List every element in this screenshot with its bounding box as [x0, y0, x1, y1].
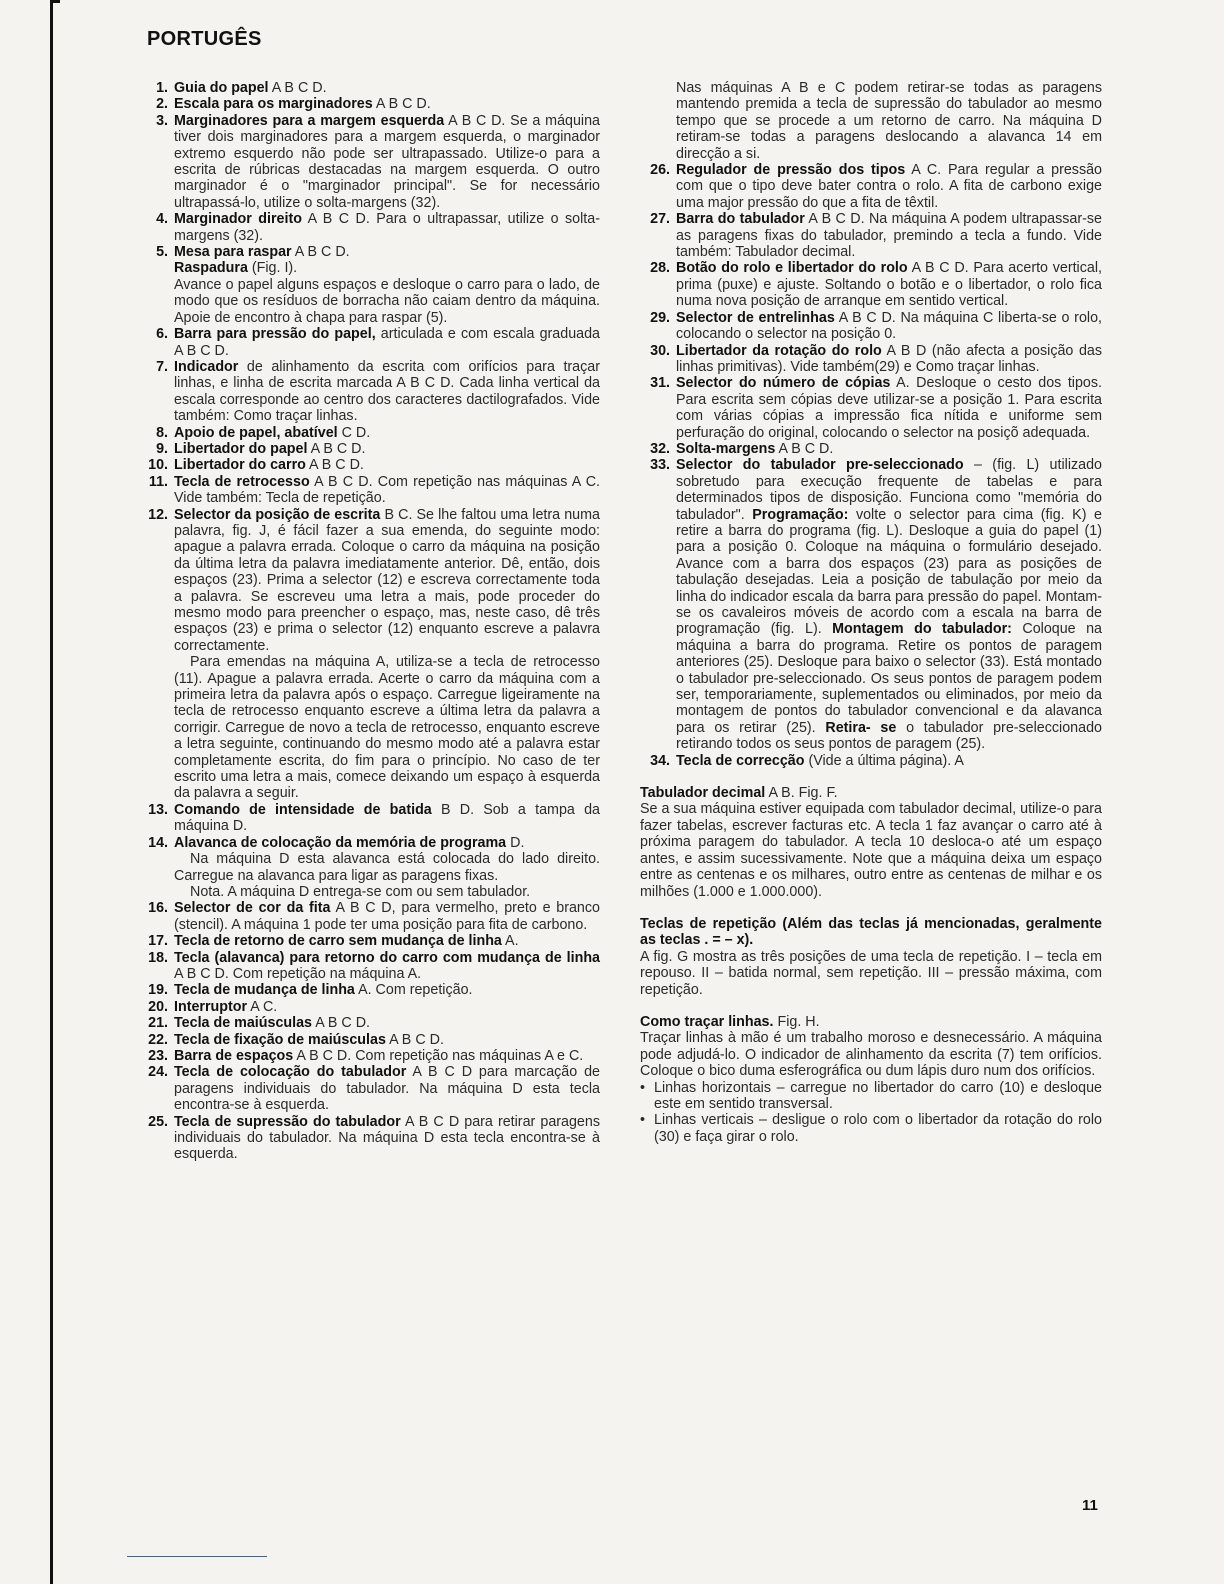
item-term: Selector do número de cópias [676, 375, 891, 392]
item-term: Interruptor [174, 998, 248, 1015]
scan-edge-top [50, 0, 60, 3]
item-number: 31. [650, 375, 670, 392]
item-number: 4. [156, 211, 168, 228]
item-term: Guia do papel [174, 80, 269, 96]
item-paragraph: Avance o papel alguns espaços e desloque o carro para o lado, de modo que os resíduos de borracha não caiam dentro da máquina. Apoie de encontro à chapa para raspar (5). [174, 276, 600, 326]
item-term: Tecla de correcção [676, 752, 805, 769]
item-number: 21. [148, 1015, 168, 1032]
item-term: Tecla de colocação do tabulador [174, 1064, 407, 1081]
item-number: 10. [148, 457, 168, 474]
section-draw-lines [640, 1014, 1102, 1145]
item-term: Botão do rolo e libertador do rolo [676, 260, 908, 277]
item-text: A B C D para marcação de paragens individuais do tabulador. Na máquina D esta tecla encontra-se à esquerda. [174, 1064, 600, 1114]
item-term: Indicador [174, 358, 239, 375]
list-item [640, 375, 1102, 441]
item-subterm: Raspadura [174, 260, 248, 277]
item-number: 18. [148, 949, 168, 966]
item-text: o tabulador pre-seleccionado retirando todos os seus pontos de paragem (25). [676, 719, 1102, 753]
list-item [640, 310, 1102, 343]
item-number: 6. [156, 326, 168, 343]
item-term: Comando de intensidade de batida [174, 801, 432, 818]
section-ref: A B. Fig. F. [765, 785, 838, 802]
item-number: 26. [650, 162, 670, 179]
bullet-item [640, 1112, 1102, 1145]
item-number: 13. [148, 801, 168, 818]
item-term: Libertador do papel [174, 440, 308, 457]
item-text: C D. [337, 424, 371, 441]
section-text: A fig. G mostra as três posições de uma tecla de repetição. I – tecla em repouso. II – batida normal, sem repetição. III – pressão máxima, com repetição. [640, 948, 1102, 998]
list-item [640, 211, 1102, 260]
item-number: 28. [650, 260, 670, 277]
item-text: A B C D, para vermelho, preto e branco (stencil). A máquina 1 pode ter uma posição para fita de carbono. [174, 900, 600, 933]
item-text: – (fig. L) utilizado sobretudo para execução frequente de tabelas e para determinados tipos de disposição. Funciona como "memória do tabulador". [676, 457, 1102, 523]
item-text: B D. Sob a tampa da máquina D. [174, 801, 600, 835]
item-text: A C. [247, 998, 278, 1015]
item-number: 32. [650, 440, 670, 457]
item-term: Selector da posição de escrita [174, 506, 381, 523]
item-text: volte o selector para cima (fig. K) e retire a barra do programa (fig. L). Desloque a guia do papel (1) para a posição 0. Coloque na máquina o formulário desejado. Avance com a barra dos espaços (23) para as posições de tabulação desejadas. Leia a posição de tabulação por meio da linha do indicador escala da barra para pressão do papel. Montam-se os cavaleiros móveis de acordo com a escala na barra de programação (fig. L). [676, 506, 1102, 638]
list-item [138, 457, 600, 473]
list-item [138, 359, 600, 425]
item-term: Tecla de maiúsculas [174, 1015, 313, 1032]
item-number: 1. [156, 80, 168, 96]
item-subterm: Montagem do tabulador: [832, 621, 1012, 638]
bullet-text: Linhas verticais – desligue o rolo com o libertador da rotação do rolo (30) e faça girar o rolo. [654, 1112, 1102, 1145]
item-text: A B C D. [305, 457, 364, 474]
item-text: A. Com repetição. [354, 982, 473, 999]
item-text: D. [506, 834, 525, 851]
item-term: Barra para pressão do papel, [174, 326, 376, 343]
list-item [138, 1032, 600, 1048]
item-number: 9. [156, 440, 168, 457]
item-text: A B C D para retirar paragens individuais do tabulador. Na máquina D esta tecla encontra-se à esquerda. [174, 1113, 600, 1163]
item-number: 17. [148, 933, 168, 950]
item-text: Coloque na máquina a barra do programa. Retire os pontos de paragem anteriores (25). Desloque para baixo o selector (33). Está montado o tabulador pre-seleccionado. Os seus pontos de paragem podem ser, temporariamente, suplementados ou eliminados, por meio da montagem de pontos do tabulador convencional e da alavanca para os retirar (25). [676, 621, 1102, 736]
page-number: 11 [1082, 1497, 1098, 1514]
item-subterm: Retira- se [825, 719, 897, 736]
list-item [138, 900, 600, 933]
item-text: A B C D. [307, 440, 366, 457]
section-heading: Tabulador decimal [640, 785, 766, 802]
item-number: 22. [148, 1031, 168, 1048]
item-text: A B C D. Para acerto vertical, prima (puxe) e ajuste. Soltando o botão e o libertador, o rolo fica numa nova posição de arranque em sentido vertical. [676, 260, 1102, 310]
item-text: A B C D. [385, 1031, 444, 1048]
item-number: 16. [148, 900, 168, 917]
item-term: Alavanca de colocação da memória de programa [174, 834, 507, 851]
item-continuation: Nas máquinas A B e C podem retirar-se todas as paragens mantendo premida a tecla de supressão do tabulador ao mesmo tempo que se procede a um retorno de carro. Na máquina D retiram-se todas a paragens deslocando a alavanca 14 em direcção a si. [676, 80, 1102, 162]
page-title: PORTUGÊS [147, 28, 262, 50]
item-text: A B C D. Na máquina A podem ultrapassar-se as paragens fixas do tabulador, premindo a tecla a fundo. Vide também: Tabulador decimal. [676, 211, 1102, 261]
item-text: A. Desloque o cesto dos tipos. Para escrita sem cópias deve utilizar-se a posição 1. Para escrita com várias cópias a impressão fica nítida e uniforme sem perfuração do original, colocando o selector na posiçõ adequada. [676, 375, 1102, 441]
item-term: Selector de cor da fita [174, 900, 331, 917]
item-paragraph: Para emendas na máquina A, utiliza-se a tecla de retrocesso (11). Apague a palavra errada. Acerte o carro da máquina com a primeira letra da palavra após o espaço. Carregue ligeiramente na tecla de retrocesso enquanto escreve a última letra da palavra a corrigir. Carregue de novo a tecla de retrocesso, enquanto escreve a letra seguinte, continuando do mesmo modo até a palavra estar completamente escrita, do fim para o princípio. No caso de ter escrito uma letra a mais, comece deixando um espaço à esquerda da palavra a seguir. [174, 654, 600, 802]
left-column [138, 80, 600, 1163]
section-heading: Como traçar linhas. [640, 1013, 774, 1030]
item-term: Regulador de pressão dos tipos [676, 162, 906, 179]
scan-edge-bottom [127, 1556, 267, 1557]
item-term: Tecla (alavanca) para retorno do carro com mudança de linha [174, 949, 600, 966]
list-item [138, 441, 600, 457]
item-number: 3. [156, 112, 168, 129]
item-text: A B C D. Na máquina C liberta-se o rolo, colocando o selector na posição 0. [676, 309, 1102, 343]
list-item [138, 113, 600, 211]
list-item [138, 835, 600, 901]
item-term: Libertador do carro [174, 457, 306, 474]
item-text: A B C D. [372, 96, 431, 113]
item-term: Tecla de fixação de maiúsculas [174, 1031, 386, 1048]
bullet-text: Linhas horizontais – carregue no libertador do carro (10) e desloque este em sentido transversal. [654, 1079, 1102, 1112]
item-text: de alinhamento da escrita com orifícios para traçar linhas, e linha de escrita marcada A B C D. Cada linha vertical da escala corresponde ao centro dos caracteres dactilografados. Vide também: Como traçar linhas. [174, 358, 600, 425]
list-item [138, 80, 600, 96]
section-text: Se a sua máquina estiver equipada com tabulador decimal, utilize-o para fazer tabelas, escrever facturas etc. A tecla 1 faz avançar o carro até à próxima paragem do tabulador. A tecla 10 desloca-o até um espaço antes, e assim sucessivamente. Note que a máquina deixa um espaço entre as centenas e os milhares, outro entre as centenas de milhar e os milhões (1.000 e 1.000.000). [640, 801, 1102, 900]
item-text: A B C D. Com repetição nas máquinas A e C. [293, 1047, 584, 1064]
item-term: Escala para os marginadores [174, 96, 373, 113]
list-item [138, 96, 600, 112]
list-item [138, 1114, 600, 1163]
item-text: A B C D. [775, 440, 834, 457]
item-number: 12. [148, 506, 168, 523]
item-term: Libertador da rotação do rolo [676, 342, 882, 359]
item-term: Tecla de supressão do tabulador [174, 1113, 401, 1130]
list-item [138, 1064, 600, 1113]
item-term: Solta-margens [676, 440, 776, 457]
item-number: 2. [156, 96, 168, 113]
item-number: 8. [156, 424, 168, 441]
list-item [138, 326, 600, 359]
list-item [138, 507, 600, 802]
item-text: A C. Para regular a pressão com que o tipo deve bater contra o rolo. A fita de carbono exige uma major pressão do que a fita de têxtil. [676, 162, 1103, 211]
list-item [640, 457, 1102, 752]
bullet-icon: • [640, 1079, 646, 1096]
list-item [138, 950, 600, 983]
item-number: 5. [156, 244, 168, 261]
item-number: 23. [148, 1047, 168, 1064]
item-text: articulada e com escala graduada A B C D. [174, 326, 600, 359]
item-term: Tecla de retrocesso [174, 473, 310, 490]
item-term: Barra de espaços [174, 1047, 294, 1064]
item-term: Barra do tabulador [676, 211, 805, 228]
item-term: Marginador direito [174, 211, 302, 228]
item-term: Mesa para raspar [174, 244, 292, 261]
section-decimal-tabulator [640, 785, 1102, 900]
right-column [640, 80, 1102, 1145]
list-item [138, 474, 600, 507]
list-item [138, 1015, 600, 1031]
item-number: 24. [148, 1064, 168, 1081]
item-subtext: (Fig. I). [247, 260, 298, 277]
item-term: Marginadores para a margem esquerda [174, 112, 445, 129]
section-heading: Teclas de repetição (Além das teclas já mencionadas, geralmente as teclas . = – x). [640, 915, 1102, 949]
bullet-icon: • [640, 1112, 646, 1129]
item-number: 19. [148, 982, 168, 999]
list-item [138, 1048, 600, 1064]
list-item [138, 999, 600, 1015]
item-term: Tecla de mudança de linha [174, 982, 355, 999]
bullet-item [640, 1080, 1102, 1113]
list-item [138, 802, 600, 835]
scan-edge-left [50, 0, 53, 1584]
section-text: Traçar linhas à mão é um trabalho moroso e desnecessário. A máquina pode adjudá-lo. O indicador de alinhamento da escrita (7) tem orifícios. Coloque o bico duma esferográfica ou dum lápis duro num dos orifícios. [640, 1030, 1102, 1080]
item-note: Nota. A máquina D entrega-se com ou sem tabulador. [190, 883, 531, 900]
item-text: A B D (não afecta a posição das linhas primitivas). Vide também(29) e Como traçar linhas. [676, 342, 1102, 375]
item-number: 11. [148, 473, 168, 490]
item-number: 30. [650, 342, 670, 359]
item-text: A B C D. [312, 1015, 371, 1032]
item-term: Selector de entrelinhas [676, 309, 835, 326]
item-number: 7. [156, 358, 168, 375]
section-ref: Fig. H. [773, 1013, 820, 1030]
item-term: Apoio de papel, abatível [174, 424, 338, 441]
list-item [640, 441, 1102, 457]
list-item [138, 982, 600, 998]
item-paragraph: Na máquina D esta alavanca está colocada do lado direito. Carregue na alavanca para ligar as paragens fixas. [174, 851, 600, 884]
list-item [138, 425, 600, 441]
item-text: A B C D. [268, 80, 327, 96]
item-number: 20. [148, 998, 168, 1015]
item-text: A B C D. Com repetição na máquina A. [174, 965, 422, 982]
item-text: A B C D. Se a máquina tiver dois marginadores para a margem esquerda, o marginador extremo esquerdo não pode ser ultrapassado. Utilize-o para a escrita de rúbricas destacadas na margem esquerda. O outro marginador é o "marginador principal". Se for necessário ultrapassá-lo, utilize o solta-margens (32). [174, 112, 600, 211]
list-item [640, 343, 1102, 376]
list-item [640, 260, 1102, 309]
item-subterm: Programação: [752, 506, 849, 523]
item-number: 14. [148, 834, 168, 851]
item-number: 29. [650, 309, 670, 326]
item-number: 27. [650, 211, 670, 228]
section-repeat-keys [640, 916, 1102, 998]
item-number: 25. [148, 1113, 168, 1130]
item-term: Selector do tabulador pre-seleccionado [676, 457, 964, 474]
list-item [640, 753, 1102, 769]
item-text: (Vide a última página). A [804, 752, 964, 769]
item-number: 33. [650, 457, 670, 474]
item-text: A B C D. Para o ultrapassar, utilize o solta-margens (32). [174, 211, 600, 244]
item-text: A B C D. Com repetição nas máquinas A C. Vide também: Tecla de repetição. [174, 473, 600, 507]
list-item [138, 933, 600, 949]
item-term: Tecla de retorno de carro sem mudança de linha [174, 933, 502, 950]
item-text: B C. Se lhe faltou uma letra numa palavra, fig. J, é fácil fazer a sua emenda, do seguinte modo: apague a palavra errada. Coloque o carro da máquina na posição da última letra da palavra imediatamente anterior. Dê, então, dois espaços (23). Prima a selector (12) e escreva correctamente toda a palavra. Se escreveu uma letra a mais, pode proceder do mesmo modo para preencher o espaço, mas, neste caso, dê três espaços (23) e prima o selector (12) enquanto escreve a palavra correctamente. [174, 506, 600, 654]
item-text: A B C D. [291, 244, 350, 261]
item-number: 34. [650, 752, 670, 769]
list-item [138, 211, 600, 244]
item-text: A. [501, 933, 519, 950]
list-item [138, 244, 600, 326]
list-item [640, 162, 1102, 211]
